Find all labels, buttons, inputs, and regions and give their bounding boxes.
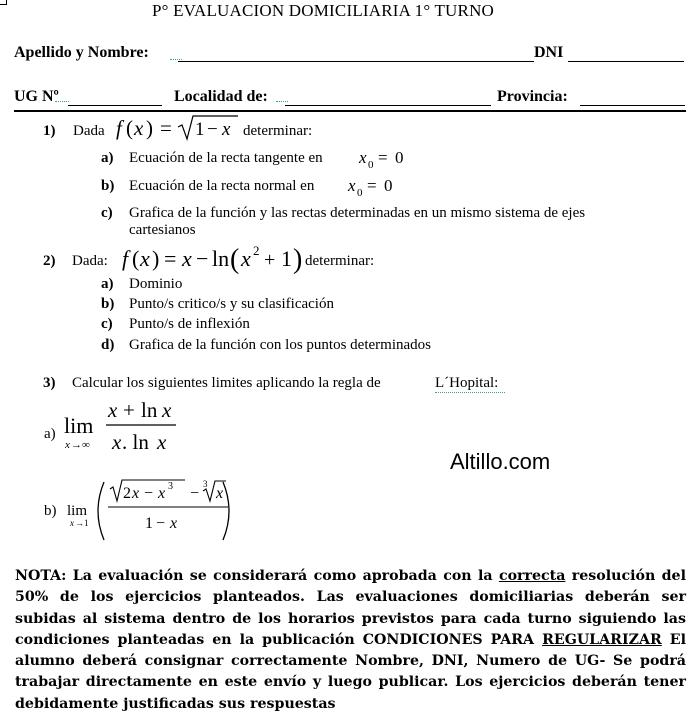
q3-text: Calcular los siguientes limites aplicando la regla de xyxy=(72,375,381,391)
svg-text:x: x xyxy=(222,119,231,140)
svg-text:=: = xyxy=(367,176,377,195)
q2-function-formula xyxy=(118,241,304,275)
svg-text:x: x xyxy=(170,515,178,532)
svg-text:0: 0 xyxy=(395,148,404,167)
svg-text:1: 1 xyxy=(145,515,153,532)
svg-text:. ln: . ln xyxy=(122,430,149,454)
localidad-field[interactable] xyxy=(285,105,491,106)
svg-text:=: = xyxy=(160,116,172,140)
q1-item-c-label: c) xyxy=(101,205,113,221)
svg-text:): ) xyxy=(293,244,303,275)
q1-item-b-text: Ecuación de la recta normal en xyxy=(129,178,315,194)
localidad-label: Localidad de: xyxy=(174,88,268,105)
q1-item-b-condition xyxy=(346,174,402,200)
q2-item-c-label: c) xyxy=(101,316,113,332)
q1-function-formula xyxy=(114,113,242,145)
svg-text:x: x xyxy=(112,430,122,454)
spell-underline xyxy=(276,98,288,102)
svg-text:x: x xyxy=(157,430,167,454)
q1-item-a-text: Ecuación de la recta tangente en xyxy=(129,150,323,166)
nota-part1: NOTA: La evaluación se considerará como aprobada con la xyxy=(15,568,493,584)
q1-intro: Dada xyxy=(73,123,105,139)
dni-label: DNI xyxy=(534,44,564,61)
q2-number: 2) xyxy=(43,253,56,269)
q1-number: 1) xyxy=(43,123,56,139)
svg-text:): ) xyxy=(152,246,160,271)
q2-intro: Dada: xyxy=(72,253,108,269)
q2-item-a-label: a) xyxy=(101,276,114,292)
q1-item-a-condition xyxy=(357,146,413,172)
q2-item-b-label: b) xyxy=(101,296,115,312)
svg-text:0: 0 xyxy=(357,187,363,199)
q3-a-label: a) xyxy=(44,426,56,442)
q3-number: 3) xyxy=(43,375,56,391)
q1-item-c-text: Grafica de la función y las rectas determinadas en un mismo sistema de ejes xyxy=(129,205,586,221)
svg-text:1: 1 xyxy=(281,246,292,271)
spell-underline xyxy=(170,56,182,60)
svg-text:3: 3 xyxy=(168,481,173,492)
svg-text:f: f xyxy=(122,246,129,271)
svg-text:x: x xyxy=(182,246,192,271)
svg-text:=: = xyxy=(378,148,388,167)
q1-determinar: determinar: xyxy=(243,123,313,139)
svg-text:x: x xyxy=(70,518,74,528)
svg-text:lim: lim xyxy=(67,503,88,519)
apellido-label: Apellido y Nombre: xyxy=(14,44,149,61)
nota-regularizar: REGULARIZAR xyxy=(542,631,662,648)
svg-text:−: − xyxy=(156,515,166,532)
svg-text:(: ( xyxy=(132,246,140,271)
apellido-field[interactable] xyxy=(178,61,534,62)
q2-determinar: determinar: xyxy=(305,253,375,269)
q3-a-limit-formula xyxy=(62,395,194,457)
svg-text:→∞: →∞ xyxy=(71,439,90,451)
svg-text:−: − xyxy=(190,485,200,502)
q2-item-d-text: Grafica de la función con los puntos determinados xyxy=(129,337,431,353)
svg-text:x: x xyxy=(132,485,140,502)
svg-text:=: = xyxy=(164,246,177,271)
page-title: P° EVALUACION DOMICILIARIA 1° TURNO xyxy=(152,1,495,20)
q2-item-b-text: Punto/s critico/s y su clasificación xyxy=(129,296,334,312)
svg-text:0: 0 xyxy=(368,159,374,171)
provincia-field[interactable] xyxy=(580,105,685,106)
q1-item-b-label: b) xyxy=(101,178,115,194)
q2-item-d-label: d) xyxy=(101,337,115,353)
ug-label: UG Nº xyxy=(14,88,59,105)
svg-text:x: x xyxy=(108,398,118,422)
svg-text:x: x xyxy=(241,246,251,271)
svg-text:lim: lim xyxy=(64,413,94,438)
svg-text:x: x xyxy=(216,485,224,502)
svg-text:x: x xyxy=(359,148,367,167)
nota-part2: resolución del 50% de los ejercicios planteados. Las evaluaciones domiciliarias deberán ser subidas al sistema dentro de los horarios previstos para cada turno siguiendo las condiciones planteadas en la publicación CONDICIONES PARA xyxy=(15,568,686,648)
provincia-label: Provincia: xyxy=(497,88,568,105)
nota-correcta: correcta xyxy=(498,568,566,584)
svg-text:x: x xyxy=(140,246,150,271)
q2-item-a-text: Dominio xyxy=(129,276,183,292)
svg-text:2: 2 xyxy=(123,485,131,502)
q3-b-limit-formula xyxy=(66,478,236,544)
svg-text:x: x xyxy=(158,485,166,502)
svg-text:−: − xyxy=(196,246,209,271)
svg-text:): ) xyxy=(146,116,153,140)
svg-text:(: ( xyxy=(230,244,240,275)
svg-text:x: x xyxy=(134,116,144,140)
svg-text:1: 1 xyxy=(195,119,205,140)
svg-text:x: x xyxy=(65,439,70,451)
svg-text:0: 0 xyxy=(384,176,393,195)
q1-item-a-label: a) xyxy=(101,150,114,166)
watermark-text: Altillo.com xyxy=(450,449,551,474)
dni-field[interactable] xyxy=(568,61,684,62)
svg-text:−: − xyxy=(144,485,154,502)
nota-paragraph xyxy=(15,566,686,715)
svg-text:x: x xyxy=(162,398,172,422)
svg-text:f: f xyxy=(116,116,122,140)
spell-underline xyxy=(435,389,505,393)
q3-rule-name: L´Hopital: xyxy=(435,375,499,391)
svg-text:+: + xyxy=(123,398,135,422)
header-divider xyxy=(14,110,686,112)
svg-text:+: + xyxy=(264,249,276,271)
svg-text:ln: ln xyxy=(212,246,230,271)
page-corner-mark xyxy=(0,0,7,5)
svg-text:ln: ln xyxy=(141,398,158,422)
nota-part3: El alumno deberá consignar correctamente Nombre, DNI, Numero de UG- Se podrá trabajar directamente en este envío y luego publicar. Los ejercicios deberán tener debidamente justificadas sus respuestas xyxy=(15,631,686,712)
svg-text:3: 3 xyxy=(203,479,208,489)
svg-text:−: − xyxy=(207,119,218,140)
svg-text:(: ( xyxy=(126,116,133,140)
ug-field[interactable] xyxy=(68,105,162,106)
q1-item-c-text-cont: cartesianos xyxy=(129,222,196,238)
q3-b-label: b) xyxy=(44,503,57,519)
svg-text:2: 2 xyxy=(253,243,260,258)
svg-text:→1: →1 xyxy=(75,518,89,528)
svg-text:x: x xyxy=(348,176,356,195)
q2-item-c-text: Punto/s de inflexión xyxy=(129,316,250,332)
spell-underline xyxy=(55,98,69,102)
